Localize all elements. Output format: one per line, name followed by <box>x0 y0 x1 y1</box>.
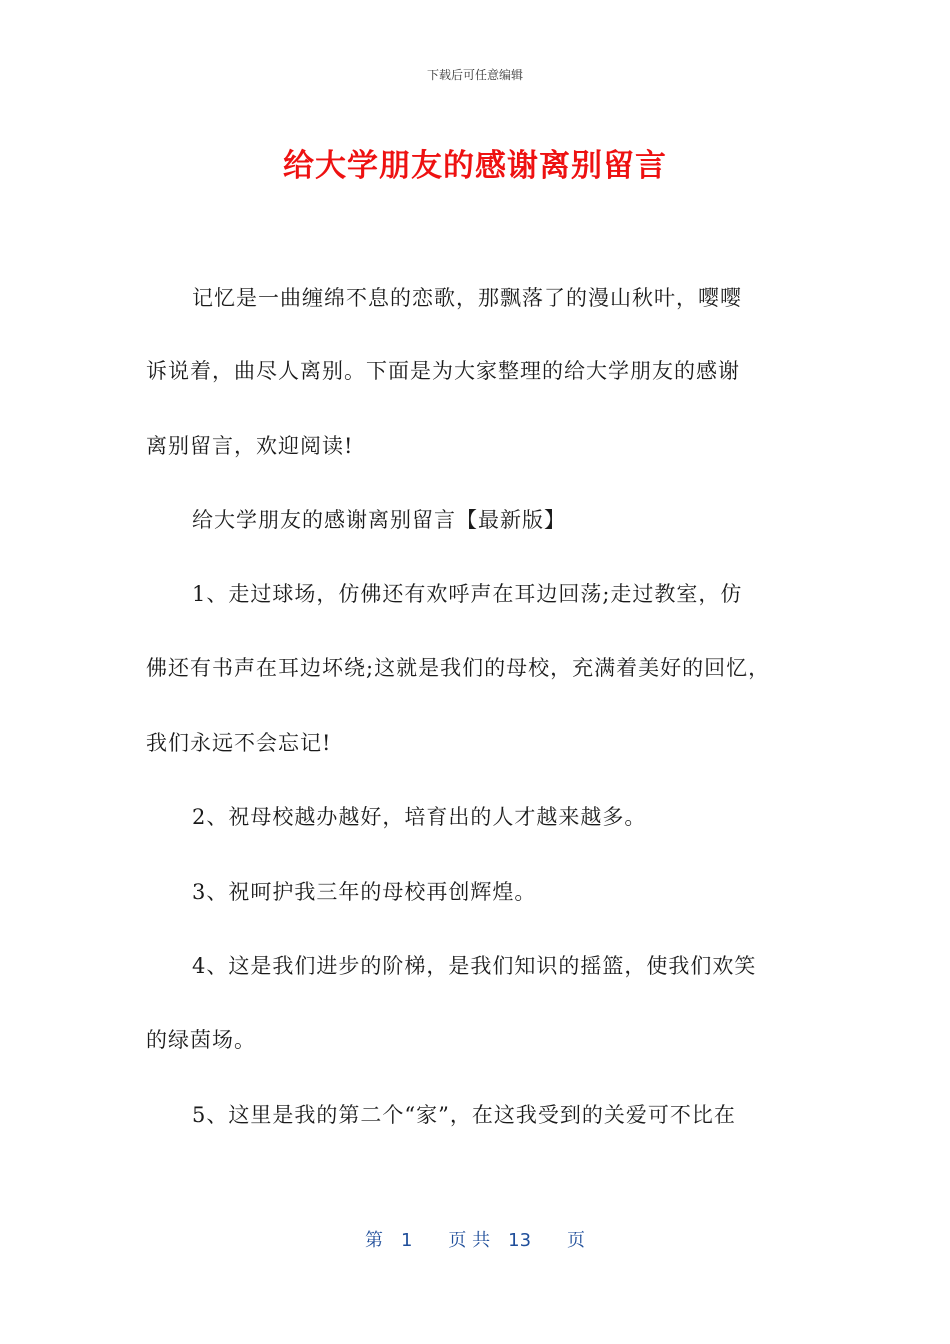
paragraph-line: 1、走过球场，仿佛还有欢呼声在耳边回荡;走过教室，仿 <box>192 582 743 606</box>
paragraph-line: 2、祝母校越办越好，培育出的人才越来越多。 <box>192 805 647 829</box>
page-number-footer: 第 1 页 共 13 页 <box>364 1230 586 1251</box>
paragraph-line: 5、这里是我的第二个“家”，在这我受到的关爱可不比在 <box>192 1103 736 1127</box>
section-heading: 给大学朋友的感谢离别留言【最新版】 <box>192 508 566 532</box>
paragraph-line: 我们永远不会忘记! <box>146 731 332 755</box>
paragraph-line: 记忆是一曲缠绵不息的恋歌，那飘落了的漫山秋叶，嘤嘤 <box>192 286 742 310</box>
paragraph-line: 4、这是我们进步的阶梯，是我们知识的摇篮，使我们欢笑 <box>192 954 757 978</box>
paragraph-line: 离别留言，欢迎阅读! <box>146 434 354 458</box>
paragraph-line: 佛还有书声在耳边坏绕;这就是我们的母校，充满着美好的回忆， <box>146 656 771 680</box>
paragraph-line: 诉说着，曲尽人离别。下面是为大家整理的给大学朋友的感谢 <box>146 359 740 383</box>
header-note: 下载后可任意编辑 <box>426 68 523 82</box>
paragraph-line: 3、祝呵护我三年的母校再创辉煌。 <box>192 880 537 904</box>
paragraph-line: 的绿茵场。 <box>146 1028 256 1052</box>
document-title: 给大学朋友的感谢离别留言 <box>283 148 667 184</box>
